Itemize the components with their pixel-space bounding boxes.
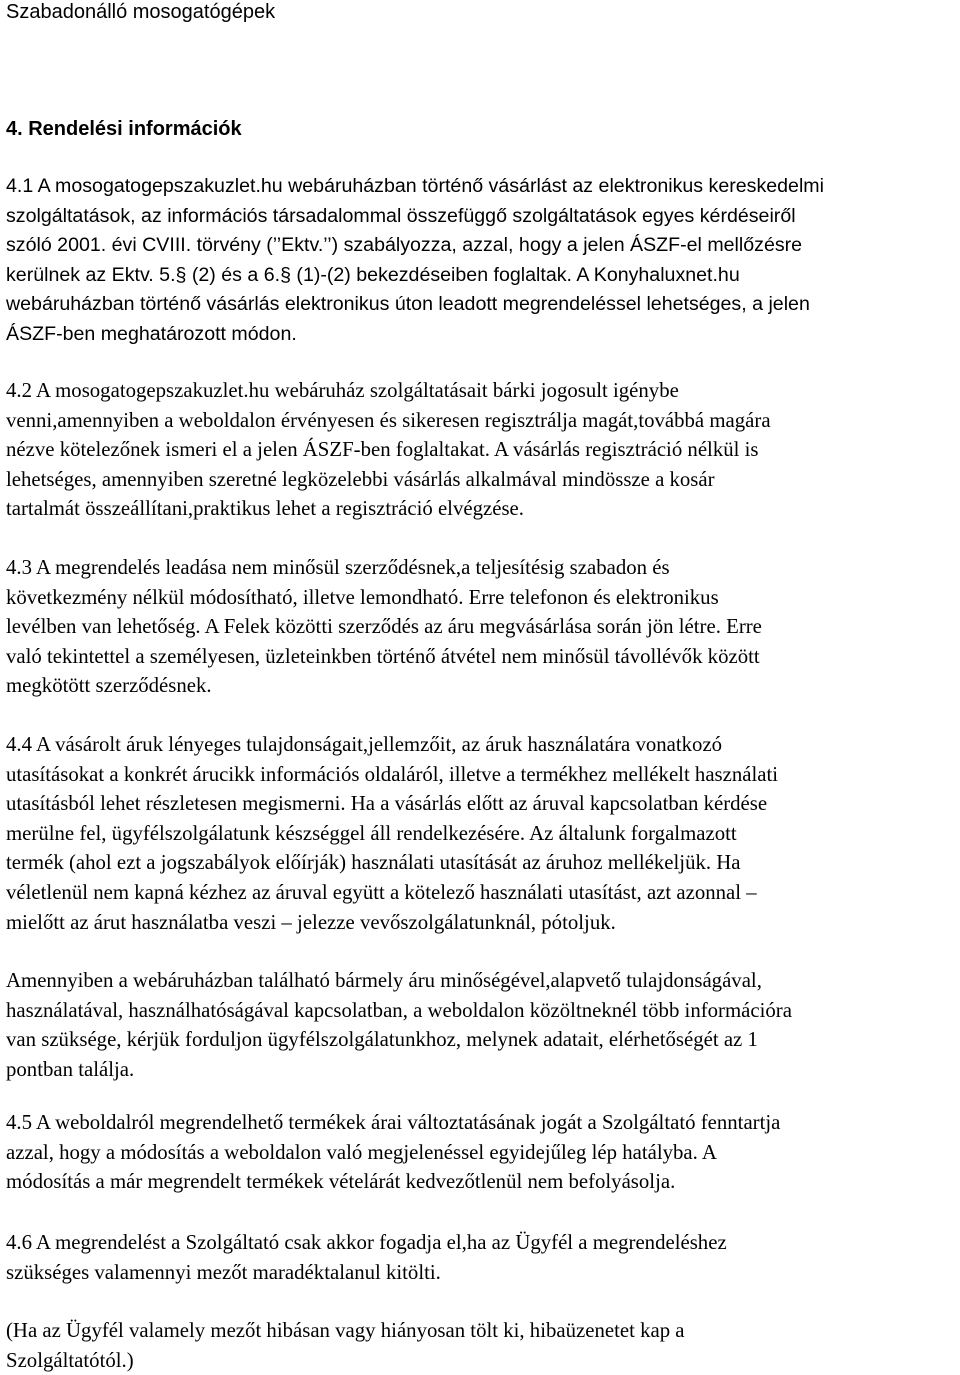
paragraph-4-3 — [6, 553, 956, 701]
paragraph-line: nézve kötelezőnek ismeri el a jelen ÁSZF-ben foglaltakat. A vásárlás regisztráció nélkül is — [6, 438, 759, 462]
paragraph-line: véletlenül nem kapná kézhez az áruval együtt a kötelező használati utasítást, azt azonnal – — [6, 880, 757, 904]
paragraph-line: következmény nélkül módosítható, illetve lemondható. Erre telefonon és elektronikus — [6, 585, 719, 609]
paragraph-4-4-continued — [6, 966, 956, 1084]
paragraph-line: merülne fel, ügyfélszolgálatunk készséggel áll rendelkezésére. Az általunk forgalmazott — [6, 821, 737, 845]
paragraph-line: levélben van lehetőség. A Felek közötti szerződés az áru megvásárlása során jön létre. Erre — [6, 615, 762, 639]
paragraph-4-2 — [6, 376, 956, 524]
paragraph-line: Amennyiben a webáruházban található bármely áru minőségével,alapvető tulajdonságával, — [6, 969, 762, 992]
page-header: Szabadonálló mosogatógépek — [6, 1, 276, 23]
paragraph-line: 4.4 A vásárolt áruk lényeges tulajdonságait,jellemzőit, az áruk használatára vonatkozó — [6, 733, 723, 756]
paragraph-4-5 — [6, 1108, 956, 1197]
paragraph-line: szükséges valamennyi mezőt maradéktalanul kitölti. — [6, 1260, 441, 1284]
paragraph-line: 4.6 A megrendelést a Szolgáltató csak akkor fogadja el,ha az Ügyfél a megrendeléshez — [6, 1231, 727, 1254]
paragraph-line: ÁSZF-ben meghatározott módon. — [6, 322, 297, 345]
paragraph-4-1 — [6, 172, 956, 349]
paragraph-line: (Ha az Ügyfél valamely mezőt hibásan vagy hiányosan tölt ki, hibaüzenetet kap a — [6, 1319, 685, 1342]
paragraph-line: megkötött szerződésnek. — [6, 674, 212, 698]
paragraph-line: webáruházban történő vásárlás elektronikus úton leadott megrendeléssel lehetséges, a jelen — [6, 293, 810, 315]
paragraph-line: használatával, használhatóságával kapcsolatban, a weboldalon közöltneknél több információra — [6, 998, 792, 1022]
paragraph-line: szóló 2001. évi CVIII. törvény (’’Ektv.’’) szabályozza, azzal, hogy a jelen ÁSZF-el mellőzésre — [6, 234, 803, 256]
paragraph-line: utasításból lehet részletesen megismerni. Ha a vásárlás előtt az áruval kapcsolatban kérdése — [6, 792, 768, 816]
paragraph-line: kerülnek az Ektv. 5.§ (2) és a 6.§ (1)-(2) bekezdéseiben foglaltak. A Konyhaluxnet.hu — [6, 263, 740, 286]
paragraph-4-6-note — [6, 1316, 956, 1375]
section-heading: 4. Rendelési információk — [6, 118, 242, 140]
paragraph-line: 4.5 A weboldalról megrendelhető termékek árai változtatásának jogát a Szolgáltató fenntartja — [6, 1111, 781, 1134]
paragraph-line: van szüksége, kérjük forduljon ügyfélszolgálatunkhoz, melynek adatait, elérhetőségét az 1 — [6, 1028, 758, 1052]
paragraph-line: venni,amennyiben a weboldalon érvényesen és sikeresen regisztrálja magát,továbbá magára — [6, 408, 771, 432]
paragraph-4-4 — [6, 730, 956, 937]
paragraph-line: azzal, hogy a módosítás a weboldalon való megjelenéssel egyidejűleg lép hatályba. A — [6, 1140, 717, 1164]
paragraph-line: módosítás a már megrendelt termékek vételárát kedvezőtlenül nem befolyásolja. — [6, 1170, 676, 1194]
paragraph-line: Szolgáltatótól.) — [6, 1348, 134, 1372]
paragraph-line: 4.1 A mosogatogepszakuzlet.hu webáruházban történő vásárlást az elektronikus kereskedelmi — [6, 175, 824, 197]
paragraph-line: 4.2 A mosogatogepszakuzlet.hu webáruház szolgáltatásait bárki jogosult igénybe — [6, 379, 679, 402]
paragraph-line: való tekintettel a személyesen, üzleteinkben történő átvétel nem minősül távollévők között — [6, 644, 760, 668]
paragraph-line: szolgáltatások, az információs társadalommal összefüggő szolgáltatások egyes kérdéseiről — [6, 204, 796, 227]
paragraph-line: termék (ahol ezt a jogszabályok előírják) használati utasítását az áruhoz mellékeljük. Ha — [6, 851, 741, 875]
paragraph-line: pontban találja. — [6, 1057, 135, 1081]
paragraph-line: tartalmát összeállítani,praktikus lehet a regisztráció elvégzése. — [6, 497, 524, 521]
paragraph-line: lehetséges, amennyiben szeretné legközelebbi vásárlás alkalmával mindössze a kosár — [6, 467, 715, 491]
paragraph-line: 4.3 A megrendelés leadása nem minősül szerződésnek,a teljesítésig szabadon és — [6, 556, 670, 579]
paragraph-4-6 — [6, 1228, 956, 1287]
paragraph-line: mielőtt az árut használatba veszi – jelezze vevőszolgálatunknál, pótoljuk. — [6, 910, 616, 934]
paragraph-line: utasításokat a konkrét árucikk információs oldaláról, illetve a termékhez mellékelt használati — [6, 762, 779, 786]
